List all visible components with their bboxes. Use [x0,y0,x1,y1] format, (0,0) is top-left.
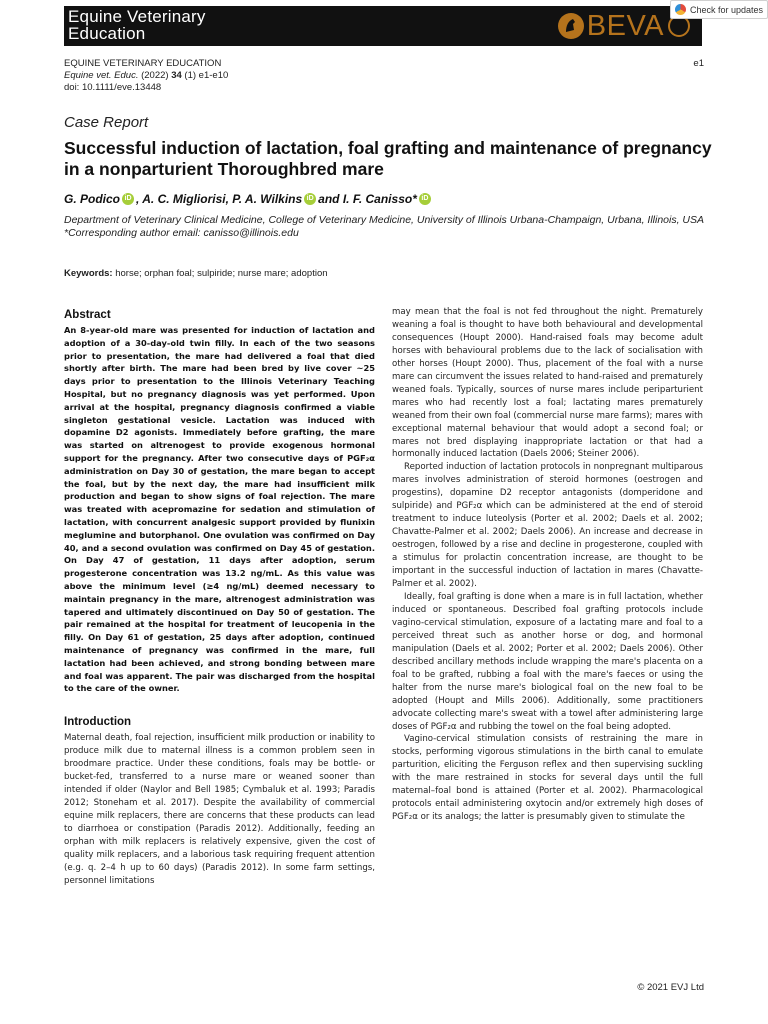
affiliation-block [64,214,704,240]
orcid-icon[interactable]: iD [304,193,316,205]
body-paragraph: Ideally, foal grafting is done when a mare is in full lactation, whether induced or spontaneous. Described foal grafting protocols include vagino-cervical stimulation, exposure of a lactating mare and foal to a perceived threat such as another horse or dog, and hormonal manipulation (Daels et al. 2002; Porter et al. 2002; Daels 2006). Other described ancillary methods include wrapping the mare's placenta on a foal to be grafted, rubbing a foal with the mare's faeces or using the halter from the nurse mare's biological foal on the new foal to be adopted (Houpt and Mills 2006). Additionally, some practitioners advocate collecting mare's sweat with a towel after administering large doses of PGF₂α and rubbing the towel on the foal being adopted. [392,591,703,732]
introduction-heading: Introduction [64,716,132,729]
keywords-list: horse; orphan foal; sulpiride; nurse mare; adoption [112,268,328,279]
check-for-updates-label: Check for updates [690,4,764,15]
journal-name [68,8,206,42]
copyright: © 2021 EVJ Ltd [637,982,704,993]
citation-issue-pages: (1) e1-e10 [181,70,229,81]
citation-volume: 34 [171,70,182,81]
author-list [64,192,433,206]
introduction-paragraph: Maternal death, foal rejection, insufficient milk production or inability to produce milk due to maternal illness is a common problem seen in broodmare practice. Under these conditions, foals may be bottle- or bucket-fed, transferred to a nurse mare or weaned sooner than intended if older (Naylor and Bell 1985; Cymbaluk et al. 1993; Paradis 2012; Stoneham et al. 2017). Despite the availability of commercial equine milk replacers, there are concerns that these products can lead to diarrhoea or constipation (Paradis 2012). Additionally, feeding an orphan with milk replacers is relatively expensive, given the cost of quality milk replacers, and a laborious task requiring frequent attention (e.g. q. 2–4 h up to 60 days) (Paradis 2012). In some farm settings, personnel limitations [64,733,375,886]
right-column [392,306,703,824]
citation-meta [64,58,228,94]
journal-name-line2: Education [68,24,146,43]
keywords-label: Keywords: [64,268,113,279]
doi-link[interactable]: doi: 10.1111/eve.13448 [64,82,162,93]
citation-year: (2022) [138,70,172,81]
journal-caps: EQUINE VETERINARY EDUCATION [64,58,222,69]
beva-logo-text: BEVA [586,9,664,42]
affiliation: Department of Veterinary Clinical Medicine, College of Veterinary Medicine, University of Illinois Urbana-Champaign, Urbana, Illinois, USA [64,214,705,226]
orcid-icon[interactable]: iD [419,193,431,205]
check-for-updates-button[interactable] [670,0,768,19]
article-title: Successful induction of lactation, foal grafting and maintenance of pregnancy in a nonparturient Thoroughbred mare [64,138,712,179]
horse-head-icon [558,13,584,39]
citation-line [64,70,228,82]
citation-journal: Equine vet. Educ. [64,70,139,81]
journal-header-band [64,6,702,46]
journal-name-line1: Equine Veterinary [68,7,206,26]
page-number: e1 [693,58,704,69]
abstract-heading: Abstract [64,309,111,321]
body-paragraph: may mean that the foal is not fed throughout the night. Prematurely weaning a foal is thought to have both behavioural and developmental consequences (Houpt 2000). Hand-raised foals may become adult horses with behavioural problems due to the lack of socialisation with other horses (Houpt 2000). Thus, placement of the foal with a nurse mare can circumvent the issues related to hand-raised and prematurely weaned foals. Typically, sources of nurse mares include periparturient mares who had recently lost a foal; lactating mares prematurely weaned from their own foal (commercial nurse mare farms); mares with exceptional maternal behaviour that would adopt a second foal; or mares not bred displaying inappropriate lactation or that had a hormonally induced lactation (Daels 2006; Steiner 2006). [392,307,703,460]
corresponding-author-email[interactable]: *Corresponding author email: canisso@illinois.edu [64,227,299,239]
author-podico[interactable]: G. Podico [64,192,121,206]
keywords [64,268,328,279]
article-type: Case Report [64,114,149,131]
abstract-text: An 8-year-old mare was presented for induction of lactation and adoption of a 30-day-old twin filly. In each of the two seasons prior to presentation, the mare had delivered a foal that died shortly after birth. The mare had been bred by live cover ~25 days prior to presentation to the Illinois Veterinary Teaching Hospital, but no pregnancy diagnosis was yet performed. Upon arrival at the hospital, pregnancy diagnosis confirmed a viable singleton gestational vesicle. Lactation was induced with dopamine D2 agonists. Immediately before grafting, the mare was started on altrenogest to provide exogenous hormonal support for the pregnancy. After two consecutive days of PGF₂α administration on Day 30 of gestation, the mare began to accept the foal, but by the next day, the mare had insufficient milk production and began to show signs of foal rejection. The mare was treated with acepromazine for sedation and stimulation of lactation, with concurrent analgesic support provided by flunixin meglumine and butorphanol. One ovulation was confirmed on Day 40, and a second ovulation was confirmed on Day 45 of gestation. On Day 47 of gestation, 11 days after adoption, serum progesterone concentration was 13.2 ng/mL. As this value was above the minimum level (≥4 ng/mL) deemed necessary to maintain pregnancy in the mare, altrenogest administration was tapered and ultimately discontinued on Day 50 of gestation. The pair remained at the hospital for treatment of leucopenia in the filly. On Day 61 of gestation, 25 days after adoption, continued maintenance of pregnancy was confirmed in the mare, full lactation had been achieved, and strong bonding between mare and foal was apparent. The pair was discharged from the hospital to the care of the owner. [64,325,375,694]
author-migliorisi-wilkins[interactable]: , A. C. Migliorisi, P. A. Wilkins [136,192,303,206]
orcid-icon[interactable]: iD [122,193,134,205]
body-paragraph: Vagino-cervical stimulation consists of restraining the mare in stocks, performing vigorous stimulations in the birth canal to emulate parturition, eliciting the Ferguson reflex and then supervising suckling with the mare restrained in stocks for several days until the full maternal–foal bond is attained (Porter et al. 2002). Pharmacological protocols entail administering oxytocin and/or extremely high doses of PGF₂α or its analogs; the latter is presumably given to stimulate the [392,734,703,823]
author-canisso[interactable]: and I. F. Canisso* [318,192,417,206]
left-column [64,308,375,888]
crossmark-icon [675,4,686,15]
body-paragraph: Reported induction of lactation protocols in nonpregnant multiparous mares involves administration of steroid hormones (oestrogen and progestins), dopamine D2 receptor antagonists (domperidone and sulpiride) and PGF₂α which can be administered at the end of steroid treatment to induce luteolysis (Porter et al. 2002; Daels et al. 2002; Chavatte-Palmer et al. 2002; Daels 2006). An increase and decrease in oestrogen, followed by a rise and decline in progesterone, coupled with a stimulus for prolactin concentration increase, are thought to be important in the successful induction of lactation in mares (Chavatte-Palmer et al. 2002). [392,462,703,590]
